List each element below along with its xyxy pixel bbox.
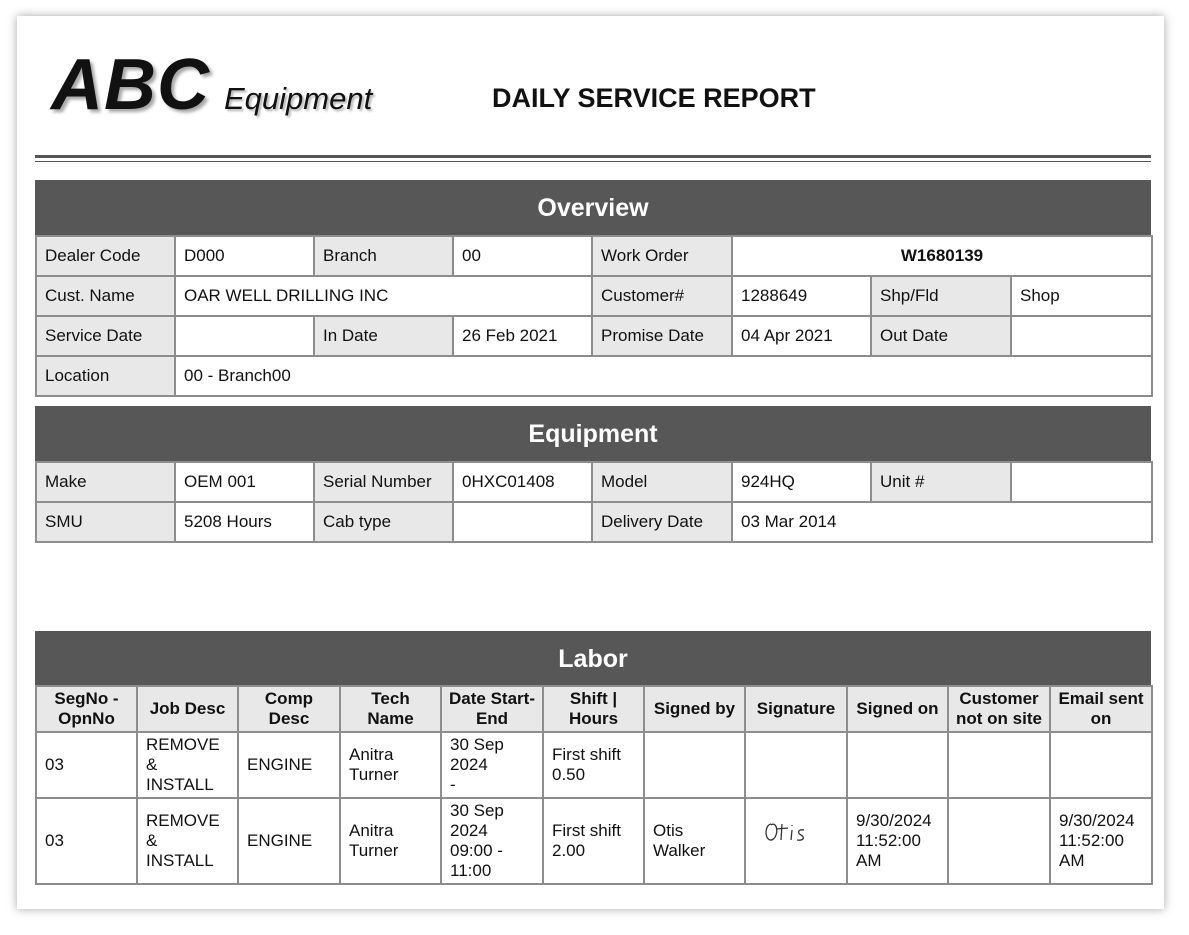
unit-number-label: Unit # — [871, 462, 1011, 502]
signature-cell — [745, 798, 847, 884]
col-date-header: Date Start- End — [441, 686, 543, 732]
job-desc-cell: REMOVE & INSTALL — [137, 732, 238, 798]
make-label: Make — [36, 462, 175, 502]
segno-cell: 03 — [36, 798, 137, 884]
signed-on-cell: 9/30/2024 11:52:00 AM — [847, 798, 948, 884]
signed-by-cell — [644, 732, 745, 798]
col-signature-header: Signature — [745, 686, 847, 732]
equipment-row — [36, 462, 1152, 502]
serial-number-value: 0HXC01408 — [453, 462, 592, 502]
labor-row — [36, 798, 1152, 884]
labor-row — [36, 732, 1152, 798]
col-signed-by-header: Signed by — [644, 686, 745, 732]
logo-brand: ABC — [51, 45, 210, 125]
out-date-value — [1011, 316, 1152, 356]
dealer-code-value: D000 — [175, 236, 314, 276]
service-date-value — [175, 316, 314, 356]
in-date-label: In Date — [314, 316, 453, 356]
customer-number-label: Customer# — [592, 276, 732, 316]
signed-by-cell: Otis Walker — [644, 798, 745, 884]
overview-section-header: Overview — [35, 180, 1151, 236]
unit-number-value — [1011, 462, 1152, 502]
company-logo — [51, 44, 372, 126]
col-customer-not-on-site-header: Customer not on site — [948, 686, 1050, 732]
cab-type-value — [453, 502, 592, 542]
service-date-label: Service Date — [36, 316, 175, 356]
logo-subtitle: Equipment — [224, 81, 373, 116]
make-value: OEM 001 — [175, 462, 314, 502]
location-label: Location — [36, 356, 175, 396]
overview-row — [36, 356, 1152, 396]
date-cell: 30 Sep 2024 09:00 - 11:00 — [441, 798, 543, 884]
customer-not-on-site-cell — [948, 732, 1050, 798]
model-value: 924HQ — [732, 462, 871, 502]
delivery-date-label: Delivery Date — [592, 502, 732, 542]
dealer-code-label: Dealer Code — [36, 236, 175, 276]
promise-date-label: Promise Date — [592, 316, 732, 356]
labor-header-row — [36, 686, 1152, 732]
equipment-row — [36, 502, 1152, 542]
delivery-date-value: 03 Mar 2014 — [732, 502, 1152, 542]
col-signed-on-header: Signed on — [847, 686, 948, 732]
shp-fld-value: Shop — [1011, 276, 1152, 316]
email-sent-cell: 9/30/2024 11:52:00 AM — [1050, 798, 1152, 884]
shp-fld-label: Shp/Fld — [871, 276, 1011, 316]
cust-name-value: OAR WELL DRILLING INC — [175, 276, 592, 316]
shift-cell: First shift 2.00 — [543, 798, 644, 884]
overview-row — [36, 236, 1152, 276]
report-title: DAILY SERVICE REPORT — [492, 83, 816, 113]
date-cell: 30 Sep 2024 - — [441, 732, 543, 798]
col-email-sent-header: Email sent on — [1050, 686, 1152, 732]
job-desc-cell: REMOVE & INSTALL — [137, 798, 238, 884]
signature-cell — [745, 732, 847, 798]
comp-desc-cell: ENGINE — [238, 798, 340, 884]
out-date-label: Out Date — [871, 316, 1011, 356]
work-order-label: Work Order — [592, 236, 732, 276]
labor-section-header: Labor — [35, 631, 1151, 687]
col-tech-name-header: Tech Name — [340, 686, 441, 732]
equipment-section-header: Equipment — [35, 406, 1151, 462]
report-page — [17, 16, 1164, 909]
serial-number-label: Serial Number — [314, 462, 453, 502]
branch-value: 00 — [453, 236, 592, 276]
customer-number-value: 1288649 — [732, 276, 871, 316]
smu-value: 5208 Hours — [175, 502, 314, 542]
model-label: Model — [592, 462, 732, 502]
in-date-value: 26 Feb 2021 — [453, 316, 592, 356]
handwritten-signature — [762, 816, 834, 848]
segno-cell: 03 — [36, 732, 137, 798]
col-shift-header: Shift | Hours — [543, 686, 644, 732]
email-sent-cell — [1050, 732, 1152, 798]
header-rule — [35, 155, 1151, 158]
overview-row — [36, 316, 1152, 356]
branch-label: Branch — [314, 236, 453, 276]
promise-date-value: 04 Apr 2021 — [732, 316, 871, 356]
equipment-table — [35, 461, 1153, 543]
col-comp-desc-header: Comp Desc — [238, 686, 340, 732]
location-value: 00 - Branch00 — [175, 356, 1152, 396]
comp-desc-cell: ENGINE — [238, 732, 340, 798]
labor-table — [35, 685, 1153, 885]
signed-on-cell — [847, 732, 948, 798]
cust-name-label: Cust. Name — [36, 276, 175, 316]
tech-name-cell: Anitra Turner — [340, 732, 441, 798]
col-segno-header: SegNo - OpnNo — [36, 686, 137, 732]
header-rule-thin — [35, 161, 1151, 162]
shift-cell: First shift 0.50 — [543, 732, 644, 798]
customer-not-on-site-cell — [948, 798, 1050, 884]
smu-label: SMU — [36, 502, 175, 542]
col-job-desc-header: Job Desc — [137, 686, 238, 732]
work-order-value: W1680139 — [732, 236, 1152, 276]
overview-table — [35, 235, 1153, 397]
tech-name-cell: Anitra Turner — [340, 798, 441, 884]
cab-type-label: Cab type — [314, 502, 453, 542]
overview-row — [36, 276, 1152, 316]
